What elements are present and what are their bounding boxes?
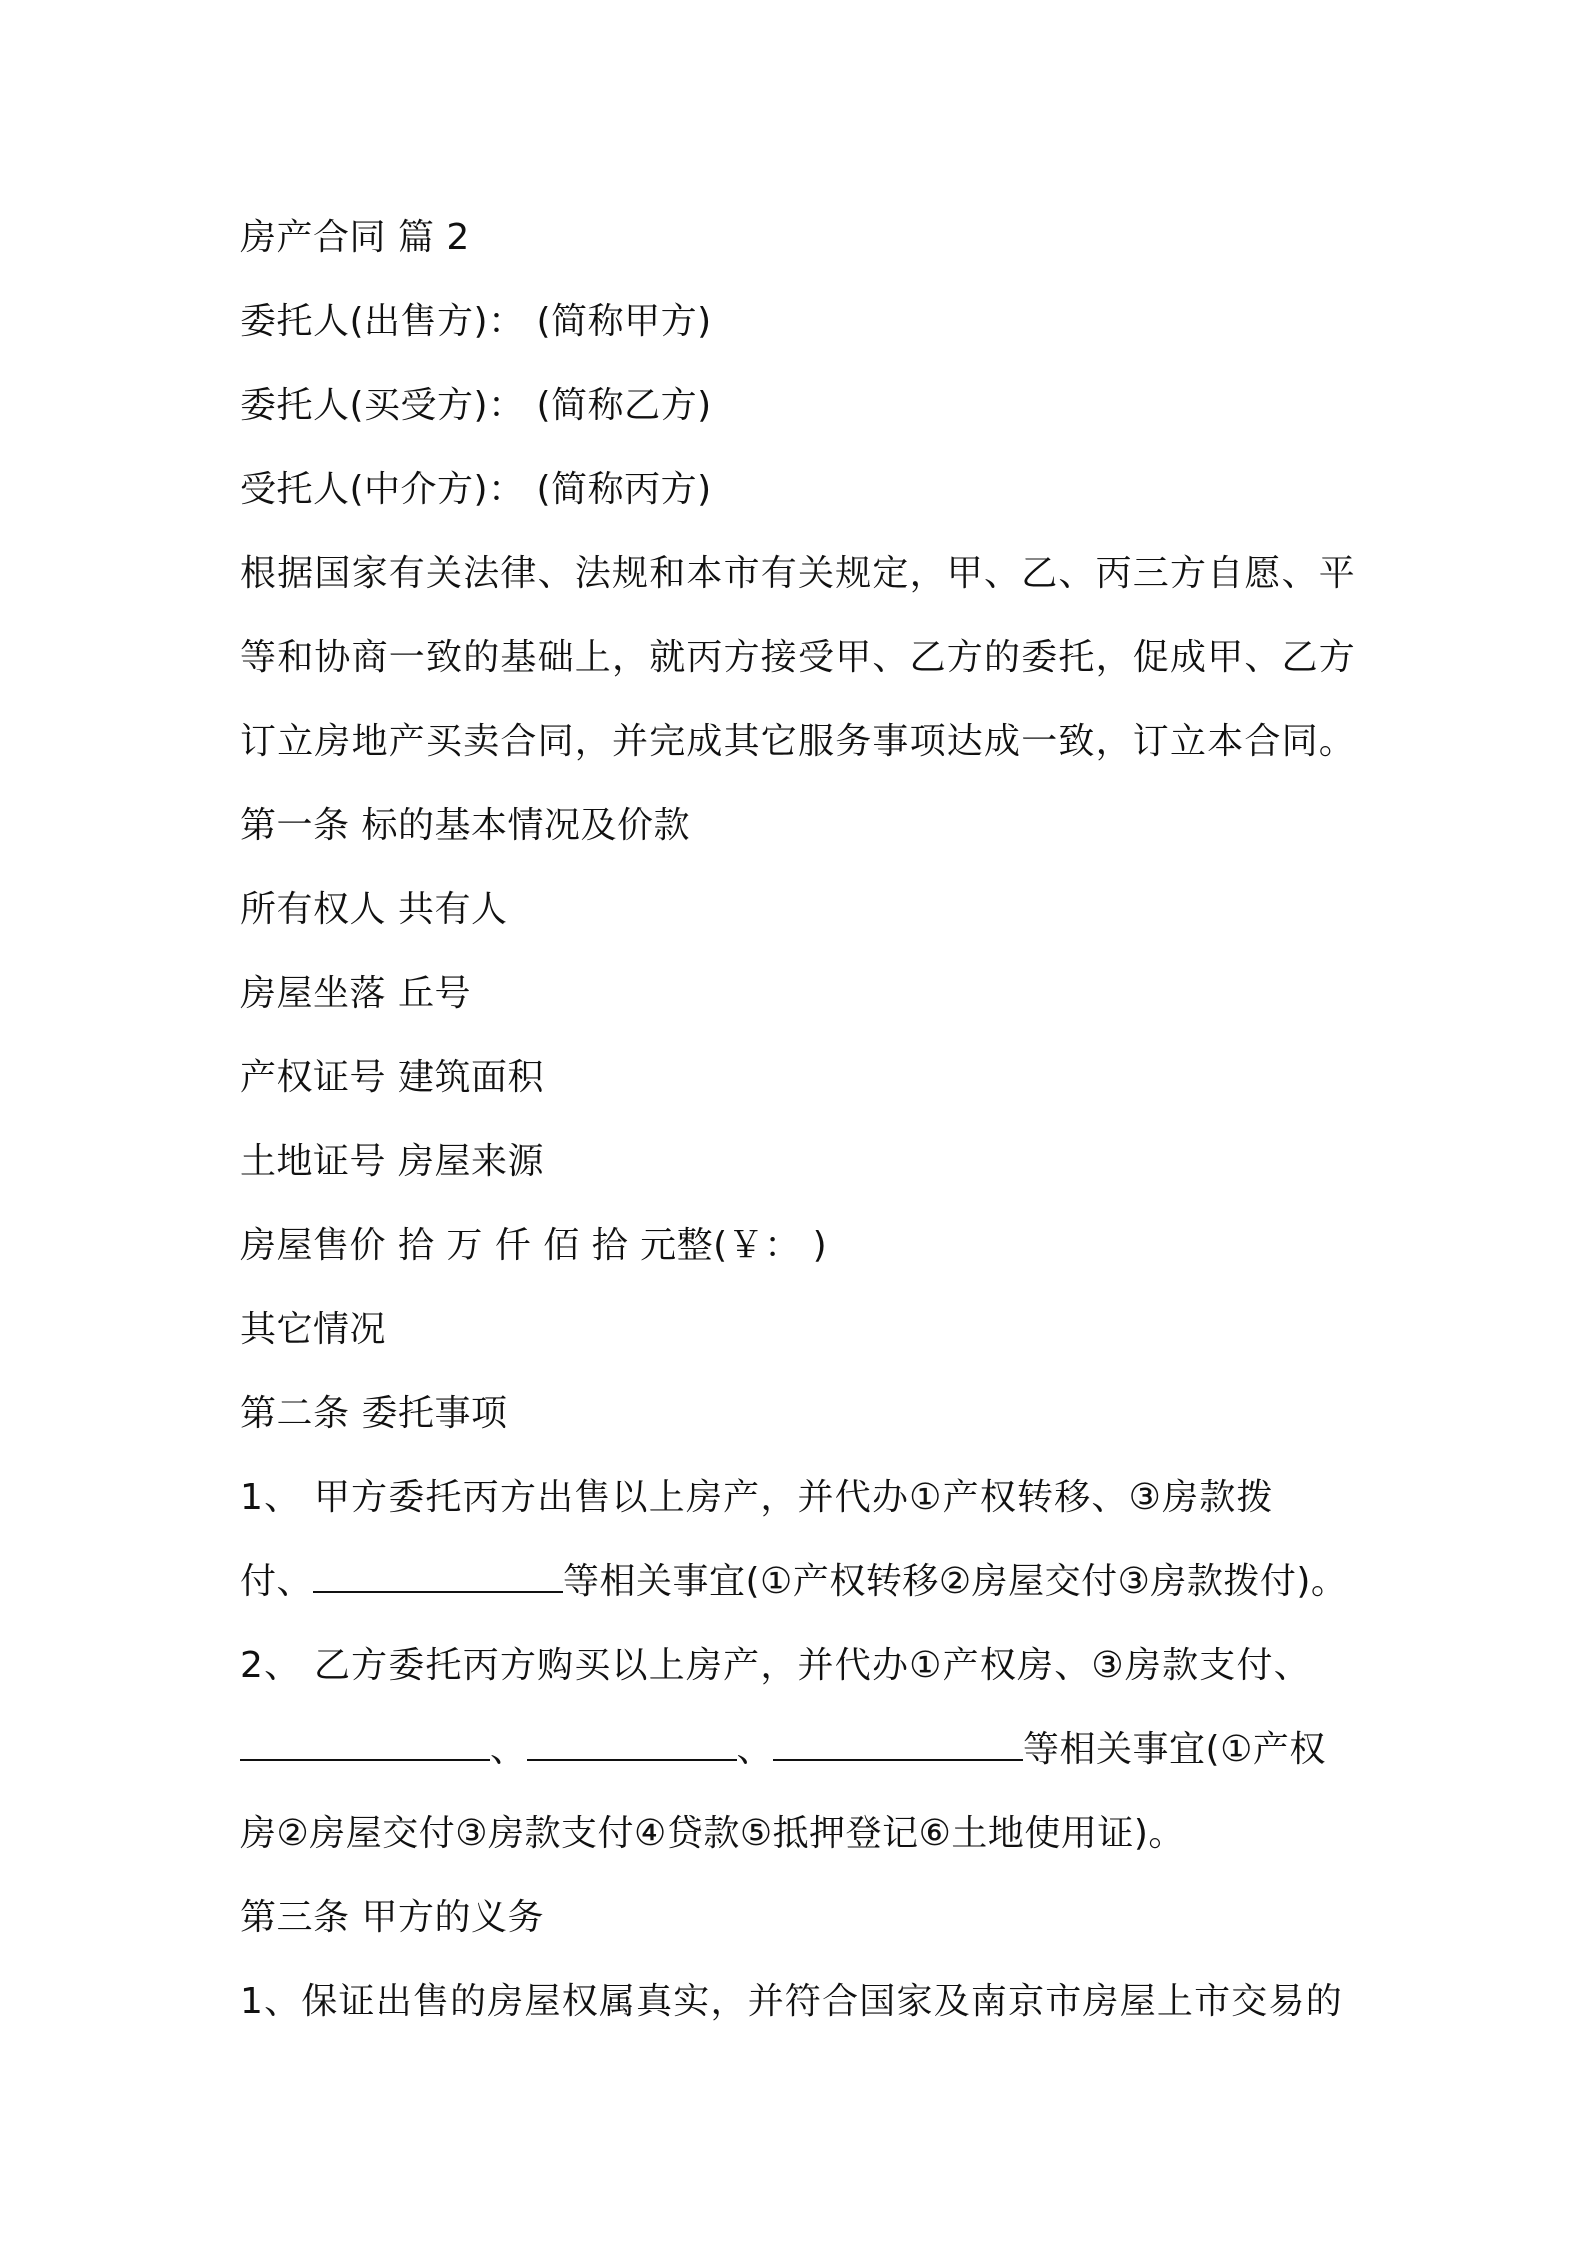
party-agent: 受托人(中介方)： (简称丙方) (240, 469, 712, 510)
article-3-line-1: 1、保证出售的房屋权属真实，并符合国家及南京市房屋上市交易的 (240, 1981, 1343, 2022)
article-1-land: 土地证号 房屋来源 (240, 1141, 544, 1182)
article-1-owner: 所有权人 共有人 (240, 889, 508, 930)
article-3-heading: 第三条 甲方的义务 (240, 1897, 544, 1938)
fill-blank (773, 1729, 1023, 1761)
fill-blank (240, 1729, 490, 1761)
party-buyer: 委托人(买受方)： (简称乙方) (240, 385, 712, 426)
document-title: 房产合同 篇 2 (240, 217, 470, 258)
article-2-heading: 第二条 委托事项 (240, 1393, 508, 1434)
article-1-price: 房屋售价 拾 万 仟 佰 拾 元整(￥： ) (240, 1225, 828, 1266)
article-1-other: 其它情况 (240, 1309, 387, 1350)
item-1-suffix: 等相关事宜(①产权转移②房屋交付③房款拨付)。 (563, 1561, 1348, 1602)
item-2-suffix: 等相关事宜(①产权 (1023, 1729, 1326, 1770)
article-2-item-2-line-2 (240, 1708, 1370, 1792)
article-1-heading: 第一条 标的基本情况及价款 (240, 805, 690, 846)
party-seller: 委托人(出售方)： (简称甲方) (240, 301, 712, 342)
article-1-certificate: 产权证号 建筑面积 (240, 1057, 544, 1098)
article-2-item-2-line-1: 2、 乙方委托丙方购买以上房产，并代办①产权房、③房款支付、 (240, 1645, 1311, 1686)
article-2-item-2-line-3: 房②房屋交付③房款支付④贷款⑤抵押登记⑥土地使用证)。 (240, 1813, 1185, 1854)
preamble-line-3: 订立房地产买卖合同，并完成其它服务事项达成一致，订立本合同。 (240, 721, 1357, 762)
contract-body (240, 196, 1370, 2044)
fill-blank (313, 1561, 563, 1593)
article-1-location: 房屋坐落 丘号 (240, 973, 471, 1014)
article-2-item-1-line-1: 1、 甲方委托丙方出售以上房产，并代办①产权转移、③房款拨 (240, 1477, 1274, 1518)
blank-separator: 、 (490, 1729, 527, 1770)
item-1-prefix: 付、 (240, 1561, 314, 1602)
preamble-line-1: 根据国家有关法律、法规和本市有关规定，甲、乙、丙三方自愿、平 (240, 553, 1357, 594)
article-2-item-1-line-2 (240, 1540, 1370, 1624)
fill-blank (527, 1729, 737, 1761)
preamble-line-2: 等和协商一致的基础上，就丙方接受甲、乙方的委托，促成甲、乙方 (240, 637, 1357, 678)
blank-separator: 、 (736, 1729, 774, 1770)
